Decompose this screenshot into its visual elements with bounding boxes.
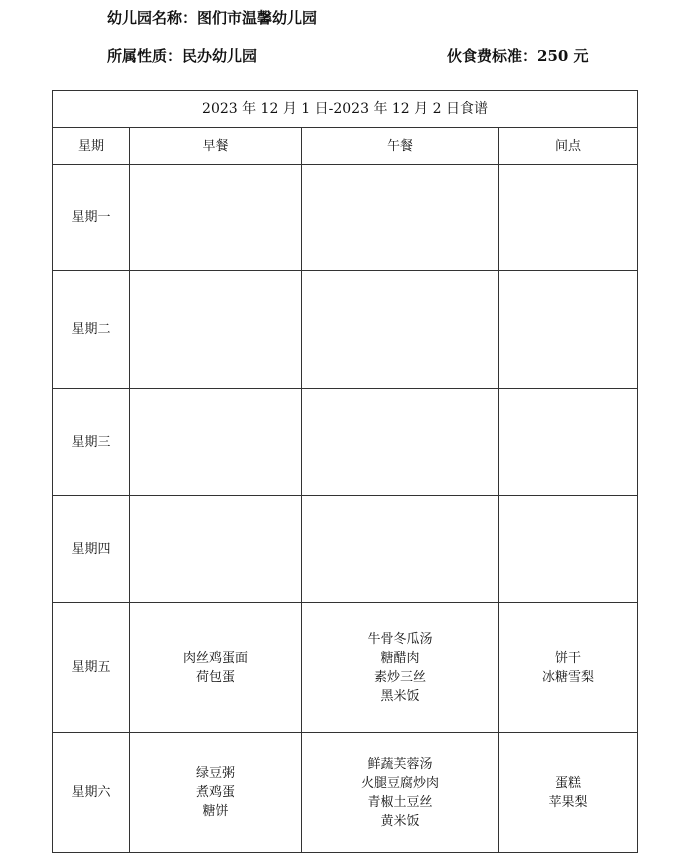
breakfast-item: 糖饼 [202,804,229,819]
snack-item: 饼干 [554,650,581,666]
lunch-item: 黑米饭 [380,688,420,704]
kindergarten-name [107,7,317,28]
meal-fee-value: 250 元 [537,47,589,65]
snack-cell [499,271,638,389]
lunch-item: 素炒三丝 [373,669,426,685]
kindergarten-type-label: 所属性质： [107,47,183,65]
lunch-item: 黄米饭 [380,813,420,829]
table-row [53,271,638,389]
table-row [53,603,638,733]
snack-item: 蛋糕 [554,775,581,791]
table-row [53,389,638,496]
breakfast-cell [130,165,302,271]
snack-item: 苹果梨 [548,794,588,810]
snack-item: 冰糖雪梨 [541,669,594,685]
table-row [53,733,638,853]
snack-cell [499,165,638,271]
meal-fee [447,45,589,66]
lunch-item: 糖醋肉 [380,650,420,666]
snack-cell [499,389,638,496]
lunch-cell [302,389,499,496]
day-cell: 星期四 [53,496,130,603]
table-title-row [53,91,638,128]
table-row [53,496,638,603]
day-cell: 星期六 [53,733,130,853]
lunch-cell [302,733,499,853]
day-cell: 星期三 [53,389,130,496]
breakfast-cell [130,389,302,496]
kindergarten-name-value: 图们市温馨幼儿园 [197,9,318,27]
day-cell: 星期五 [53,603,130,733]
snack-cell [499,603,638,733]
menu-table [52,90,638,853]
lunch-cell [302,271,499,389]
breakfast-item: 煮鸡蛋 [195,785,235,800]
day-cell: 星期二 [53,271,130,389]
column-header-lunch: 午餐 [302,128,499,165]
table-header-row [53,128,638,165]
lunch-cell [302,603,499,733]
kindergarten-name-label: 幼儿园名称： [107,9,198,27]
column-header-day: 星期 [53,128,130,165]
day-cell: 星期一 [53,165,130,271]
breakfast-item: 绿豆粥 [195,766,235,781]
snack-cell [499,496,638,603]
breakfast-cell [130,603,302,733]
breakfast-cell [130,496,302,603]
kindergarten-type [107,45,257,66]
breakfast-item: 荷包蛋 [195,669,235,685]
breakfast-item: 肉丝鸡蛋面 [182,650,248,666]
snack-cell [499,733,638,853]
breakfast-cell [130,271,302,389]
lunch-item: 青椒土豆丝 [367,794,433,810]
breakfast-cell [130,733,302,853]
column-header-snack: 间点 [499,128,638,165]
lunch-item: 火腿豆腐炒肉 [360,775,439,791]
table-title: 2023 年 12 月 1 日-2023 年 12 月 2 日食谱 [53,91,638,128]
lunch-item: 鲜蔬芙蓉汤 [367,756,433,772]
meal-fee-label: 伙食费标准： [447,47,538,65]
lunch-cell [302,165,499,271]
table-row [53,165,638,271]
lunch-cell [302,496,499,603]
lunch-item: 牛骨冬瓜汤 [367,631,433,647]
kindergarten-type-value: 民办幼儿园 [182,47,258,65]
column-header-breakfast: 早餐 [130,128,302,165]
